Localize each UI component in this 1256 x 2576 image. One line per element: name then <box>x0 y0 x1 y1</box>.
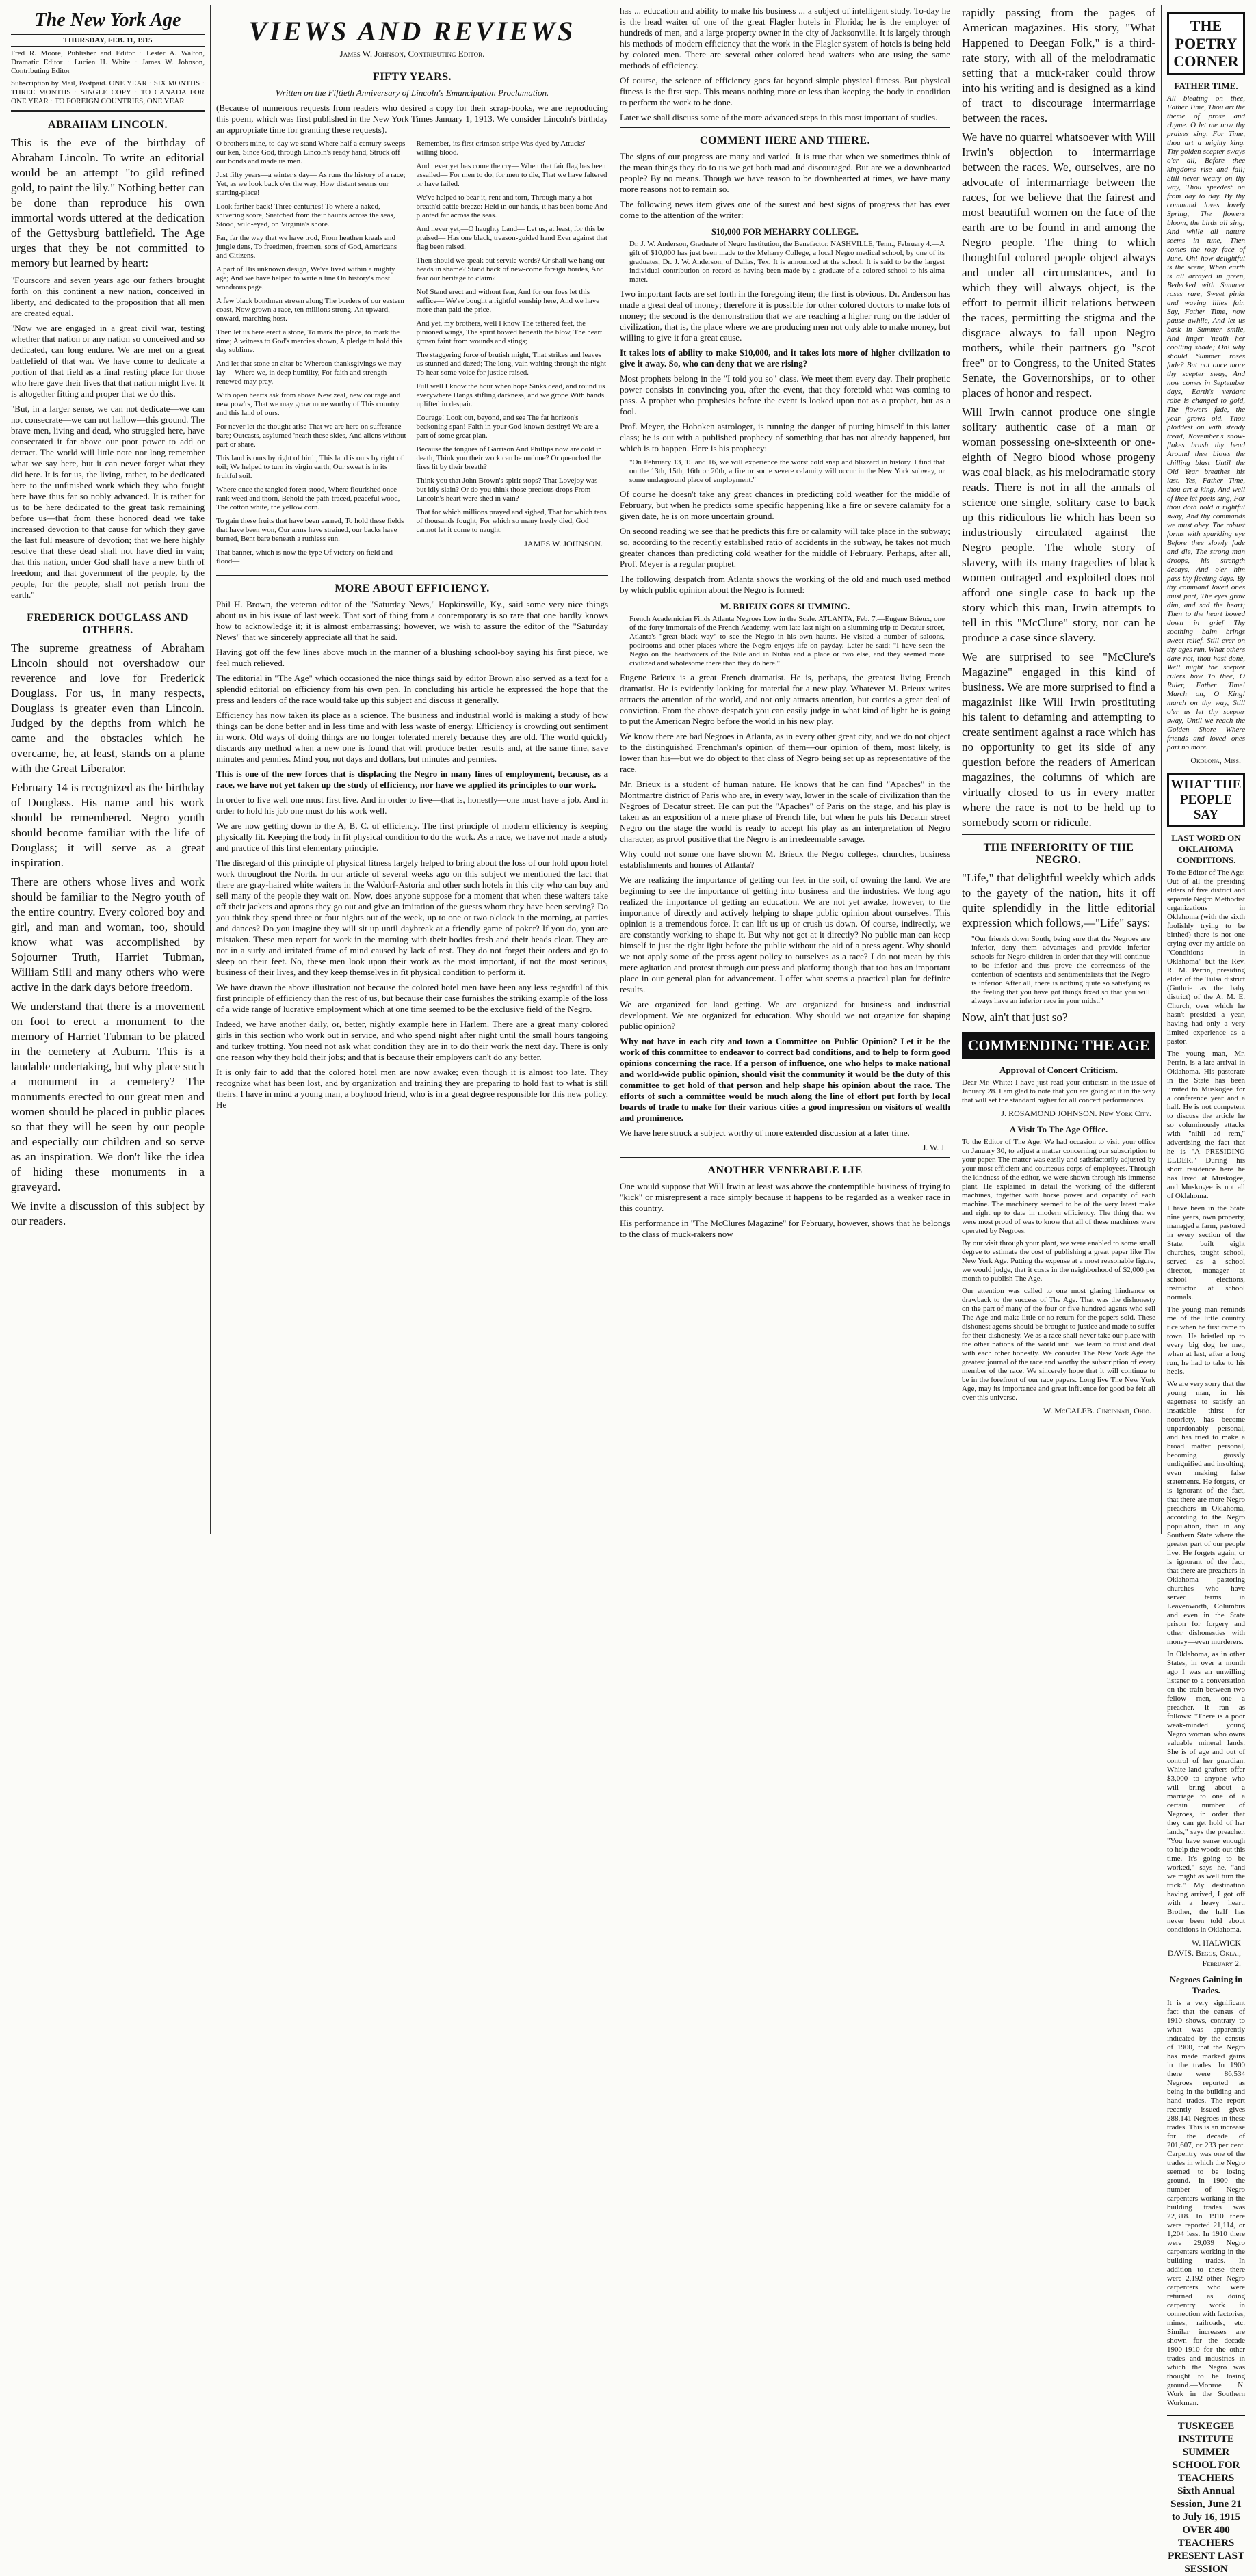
comment-paragraph: We have here struck a subject worthy of more extended discussion at a later time. <box>620 1128 910 1138</box>
efficiency-headline: MORE ABOUT EFFICIENCY. <box>335 583 490 594</box>
poem-stanza: And let that stone an altar be Whereon thanksgivings we may lay— Where we, in deep humility, For faith and strength renewed may pray. <box>216 360 402 386</box>
commend-letter: Dear Mr. White: I have just read your criticism in the issue of January 28. I am glad to note that you are going at it in the way that will set the standard higher for all concert performances. <box>962 1078 1155 1104</box>
masthead-subscription: Subscription by Mail, Postpaid. ONE YEAR · SIX MONTHS · THREE MONTHS · SINGLE COPY · TO CANADA FOR ONE YEAR · TO FOREIGN COUNTRIES, ONE YEAR <box>11 79 205 105</box>
oklahoma-signature: W. HALWICK DAVIS. Beggs, Okla., February 2. <box>1167 1938 1241 1968</box>
douglass-paragraph: We invite a discussion of this subject by our readers. <box>11 1199 205 1227</box>
divider <box>11 110 205 112</box>
poem-stanza: Remember, its first crimson stripe Was dyed by Attucks' willing blood. <box>416 140 586 157</box>
poem-stanza: Look farther back! Three centuries! To where a naked, shivering score, Snatched from their haunts across the seas, Stood, wild-eyed, on Virginia's shore. <box>216 202 395 228</box>
comment-paragraph: The following news item gives one of the surest and best signs of progress that has ever come to the attention of the writer: <box>620 199 950 220</box>
poem-stanza: Think you that John Brown's spirit stops? That Lovejoy was but idly slain? Or do you think those precious drops From Lincoln's heart were shed in vain? <box>416 477 598 503</box>
commend-subhead: A Visit To The Age Office. <box>1009 1124 1108 1134</box>
comment-paragraph: Why not have in each city and town a Committee on Public Opinion? Let it be the work of this committee to endeavor to correct bad conditions, and to help to form good opinions concerning the race. If a person of influence, one who helps to make national and world-wide public opinion, should visit the community it would be the duty of this committee to get hold of that person and help shape his opinion about the race. The efforts of such a committee would be much along the line of effort put forth by local boards of trade to make for their various cities a good impression on visitors of wealth and prominence. <box>620 1036 950 1123</box>
column-4 <box>956 5 1162 1534</box>
column-1 <box>5 5 211 1534</box>
poem-headline: FIFTY YEARS. <box>372 71 452 83</box>
poem-stanza: And yet, my brothers, well I know The tethered feet, the pinioned wings, The spirit bowed beneath the blow, The heart grown faint from wounds and stings; <box>416 319 603 345</box>
poem-stanza: With open hearts ask from above New zeal, new courage and new pow'rs, That we may grow more worthy of This country and this land of ours. <box>216 391 401 417</box>
oklahoma-letter: I have been in the State nine years, own property, managed a farm, pastored in every section of the State, built eight churches, taught school, served as a school director, manager at school elections, instructor at school normals. <box>1167 1204 1245 1301</box>
divider <box>620 1157 950 1158</box>
efficiency-paragraph: This is one of the new forces that is displacing the Negro in many lines of employment, because, as a race, we have not yet taken up the study of efficiency, nor have we applied its principles to our work. <box>216 769 608 790</box>
oklahoma-letter: To the Editor of The Age: Out of all the presiding elders of five district and separate Negro Methodist organizations in Oklahoma (with the sixth foolishly trying to be birthed) there is not one crying over my article on "Conditions in Oklahoma" but the Rev. R. M. Perrin, presiding elder of the Tulsa district (Guthrie as the baby district) of the A. M. E. Church, over which he hasn't presided a year, having had only a very limited experience as a pastor. <box>1167 868 1245 1046</box>
lincoln-headline: ABRAHAM LINCOLN. <box>47 119 168 131</box>
comment-signature: J. W. J. <box>922 1143 946 1152</box>
efficiency-paragraph: We are now getting down to the A, B, C. of efficiency. The first principle of modern efficiency is keeping physically fit. Keeping the body in fit physical condition to do the work. As a race, we have not made a study and practice of this first elementary principle. <box>216 821 608 853</box>
trades-paragraph: It is a very significant fact that the census of 1910 shows, contrary to what was apparently indicated by the census of 1900, that the Negro has made marked gains in the trades. In 1900 there were 86,534 Negroes reported as being in the building and hand trades. The report recently issued gives 288,141 Negroes in these trades. This is an increase for the decade of 201,607, or 233 per cent. Carpentry was one of the trades in which the Negro seemed to be losing ground. In 1900 the number of Negro carpenters working in the building trades was 22,318. In 1910 there were reported 21,114, or 1,204 less. In 1910 there were 29,039 Negro carpenters working in the building trades. In addition to these there were 2,192 other Negro carpenters who were returned as doing carpentry work in connection with factories, mines, railroads, etc. Similar increases are shown for the decade 1900-1910 for the other trades and industries in which the Negro was thought to be losing ground.—Monroe N. Work in the Southern Workman. <box>1167 1999 1245 2407</box>
inferiority-paragraph: Now, ain't that just so? <box>962 1011 1068 1024</box>
poetry-corner-headline: THE POETRY CORNER <box>1167 12 1245 75</box>
poem-stanza: That banner, which is now the type Of victory on field and flood— <box>216 548 393 566</box>
comment-paragraph: Of course he doesn't take any great chances in predicting cold weather for the middle of February, but when he predicts some specific happening like a fire or severe calamity for a given date, he is on more uncertain ground. <box>620 489 950 521</box>
efficiency-paragraph: Indeed, we have another daily, or, better, nightly example here in Harlem. There are a great many colored girls in this section who work out in service, and who spend night after night until the small hours tangoing and turkey trotting. You need not ask what condition they are in to do their work the next day. There is only one reason why they hold their jobs; and that is because their employers can't do any better. <box>216 1019 608 1062</box>
poem-stanza: Courage! Look out, beyond, and see The far horizon's beckoning span! Faith in your God-known destiny! We are a part of some great plan. <box>416 414 599 440</box>
poem-left-column <box>216 140 408 571</box>
poem-subheading: Written on the Fiftieth Anniversary of Lincoln's Emancipation Proclamation. <box>275 88 549 98</box>
comment-paragraph: On second reading we see that he predicts this fire or calamity will take place in the subway; so, according to the recently established ratio of accidents in the subway, he takes not much greater chances than predicting cold weather for the middle of February. Perhaps, after all, Prof. Meyer is a regular prophet. <box>620 526 950 569</box>
douglass-paragraph: We understand that there is a movement on foot to erect a monument to the memory of Harriet Tubman to be placed in the cemetery at Auburn. This is a laudable undertaking, but why place such a monument in a cemetery? The monuments erected to our great men and women should be placed in public places so that they will be seen by our people and especially our children and so serve as an inspiration. We don't like the idea of hiding these monuments in a graveyard. <box>11 1000 205 1193</box>
comment-paragraph: We know there are bad Negroes in Atlanta, as in every other great city, and we do not object to the distinguished Frenchman's opinion of them—our opinion of them, most likely, is lower than his—but we do object to that class of Negro being set up as representative of the race. <box>620 731 950 774</box>
comment-paragraph: We are organized for land getting. We are organized for business and industrial development. We are organized for education. Why should we not organize for shaping public opinion? <box>620 999 950 1031</box>
douglass-headline: FREDERICK DOUGLASS AND OTHERS. <box>27 612 189 636</box>
comment-paragraph: Why could not some one have shown M. Brieux the Negro colleges, churches, business establishments and homes of Atlanta? <box>620 849 950 870</box>
poem-stanza: And never yet has come the cry— When that fair flag has been assailed— For men to do, for men to die, That we have faltered or have failed. <box>416 162 607 188</box>
lie-continued: We are surprised to see "McClure's Magazine" engaged in this kind of business. We are more surprised to find a magazinist like Will Irwin prostituting his talent to defaming and attempting to create sentiment against a race which has no opportunity to get its side of any question before the readers of American magazines, the columns of which are virtually closed to us in every matter where the race is not to be held up to somebody scorn or ridicule. <box>962 650 1155 829</box>
poem-stanza: Then should we speak but servile words? Or shall we hang our heads in shame? Stand back of new-come foreign hordes, And fear our heritage to claim? <box>416 256 605 282</box>
views-reviews-byline: James W. Johnson, Contributing Editor. <box>339 49 485 59</box>
poem-signature: JAMES W. JOHNSON. <box>524 539 603 548</box>
lincoln-paragraph: This is the eve of the birthday of Abraham Lincoln. To write an editorial would be an attempt "to gild refined gold, to paint the lily." Nothing better can be done than reproduce his own immortal words uttered at the dedication of the Gettysburg battlefield. The Age urges that they be not committed to memory but learned by heart: <box>11 136 205 269</box>
meyer-quote: "On February 13, 15 and 16, we will experience the worst cold snap and blizzard in history. I find that on the 13th, 15th, 16th or 20th, a fire or some severe calamity will occur in the New York subway, or some underground place of employment." <box>629 458 945 484</box>
efficiency-paragraph: The editorial in "The Age" which occasioned the nice things said by editor Brown also served as a text for a splendid editorial on efficiency from his own pen. In concluding his article he expressed the hope that the press and leaders of the race would take up this subject and discuss it generally. <box>216 673 608 705</box>
lie-paragraph: His performance in "The McClures Magazine" for February, however, shows that he belongs to the class of muck-rakers now <box>620 1218 950 1239</box>
oklahoma-letter: The young man reminds me of the little country tice when he first came to town. He bristled up to every big dog he met, when at last, after a long run, he had to take to his heels. <box>1167 1305 1245 1376</box>
inferiority-paragraph: "Life," that delightful weekly which adds to the gayety of the nation, hits it off quite splendidly in the little editorial expression which follows,—"Life" says: <box>962 871 1155 929</box>
poem-stanza: That for which millions prayed and sighed, That for which tens of thousands fought, For which so many freely died, God cannot let it come to naught. <box>416 508 607 534</box>
poem-stanza: This land is ours by right of birth, This land is ours by right of toil; We helped to turn its virgin earth, Our sweat is in its fruitful soil. <box>216 454 404 480</box>
lie-continued: rapidly passing from the pages of American magazines. His story, "What Happened to Deegan Folk," is a third-rate story, with all of the melodramatic setting that a muck-raker could throw into his writing and is designed as a kind of tract to discourage intermarriage between the races. <box>962 6 1155 124</box>
comment-paragraph: Eugene Brieux is a great French dramatist. He is, perhaps, the greatest living French dramatist. He is evidently looking for material for a new play. Whatever M. Brieux writes attracts the attention of the world, and not only attracts attention, but carries a great deal of conviction. From the above despatch you can easily judge in what kind of light he is going to put the American Negro before the world in his new play. <box>620 672 950 726</box>
commend-letter: By our visit through your plant, we were enabled to some small degree to estimate the cost of publishing a great paper like The New York Age. Putting the expense at a most reasonable figure, we would judge, that it costs in the neighborhood of $2,000 per month to publish The Age. <box>962 1239 1155 1283</box>
poem-stanza: Far, far the way that we have trod, From heathen kraals and jungle dens, To freedmen, freemen, sons of God, Americans and Citizens. <box>216 234 397 260</box>
oklahoma-headline: LAST WORD ON OKLAHOMA CONDITIONS. <box>1171 833 1241 865</box>
comment-paragraph: Most prophets belong in the "I told you so" class. We meet them every day. Their prophetic power consists in convincing you, after the event, that they foretold what was coming to pass. A prophet who prophesies before the event is looked upon not as a prophet, but as a fool. <box>620 373 950 416</box>
lie-continued: Will Irwin cannot produce one single solitary authentic case of a man or woman possessing one-sixteenth or one-eighth of Negro blood whose progeny was coal black, as his melodramatic story reads. There is not in all the annals of science one single, solitary case to back up this ridiculous lie which has been so industriously circulated against the Negro people. The whole story of slavery, with its many tragedies of black women outraged and exploited does not afford one single case to back up the story which this man, Irwin attempts to tell in this "McClure" story, nor can he produce a case since slavery. <box>962 406 1155 644</box>
column-2 <box>211 5 614 1534</box>
divider <box>620 127 950 128</box>
poem-stanza: Where once the tangled forest stood, Where flourished once rank weed and thorn, Behold the path-traced, peaceful wood, The cotton white, the yellow corn. <box>216 486 400 512</box>
efficiency-paragraph: In order to live well one must first live. And in order to live—that is, honestly—one must have a job. And in order to hold his job one must do his work well. <box>216 795 608 816</box>
comment-paragraph: Mr. Brieux is a student of human nature. He knows that he can find "Apaches" in the Montmartre district of Paris who are, in every way, lower in the scale of civilization than the Negroes of Decatur street. He can put the "Apaches" of Paris on the stage, and his play is taken as an exposition of a mere phase of French life, but when he puts his Decatur street Negro on the stage the world is ready to accept his play as an interpretation of Negro character, as proof positive that the Negro is an irredeemable savage. <box>620 779 950 844</box>
trades-headline: Negroes Gaining in Trades. <box>1169 1974 1243 1995</box>
efficiency-continued: Of course, the science of efficiency goes far beyond simple physical fitness. But physical fitness is the first step. This means nothing more or less than keeping the body in condition to perform the work to be done. <box>620 75 950 107</box>
poem-stanza: O brothers mine, to-day we stand Where half a century sweeps our ken, Since God, through Lincoln's ready hand, Struck off our bonds and made us men. <box>216 140 406 165</box>
father-time-poem: All bleating on thee, Father Time, Thou art the theme of prose and rhyme. O let me now thy praises sing, For Time, thou art a mighty king. Thy golden scepter sways o'er all, Before thee kingdoms rise and fall; Still never weary on thy way, Thou speedest on from day to day. By thy command loves lovely Spring, The flowers bloom, the birds all sing; And while all nature seems in tune, Then comes the rosy face of June. Oh! how delightful is the scene, When earth is all arrayed in green, Bedecked with Summer roses rare, Sweet pinks and waving lilies fair. Say, Father Time, now pause awhile, And let us bask in Summer smile, And linger 'neath her coolling shade; Oh! why should Summer roses fade? But not once more thy scepter sway, And now comes in September days, Earth's verdant robe is changed to gold, The flowers fade, the year grows old. Thou ploddest on with steady tread, November's snow-flakes brush thy head Around thee blows the chilling blast Until the Old Year breathes his last. Yes, Father Time, thou art a king, And well of thee let poets sing, For thou doth hold a rightful sway, And thy commands we must obey. The robust forms with sparkling eye Before thee slowly fade and die, The strong man droops, his strength decays, And o'er him pass thy fleeting days. By thy command loved ones must part, The eyes grow dim, and sad the heart; Then to the heart bowed down in grief Thy soothing balm brings sweet relief. Still ever on thy ages run, What others dare not, thou hast done, Well might the scepter rulers bow To thee, O Ruler, Father Time! March on, O King! march on thy way, Still o'er us let thy scepter sway, Until we reach the Golden Shore Where friends and loved ones part no more. <box>1167 94 1245 752</box>
meharry-quote: Dr. J. W. Anderson, Graduate of Negro Institution, the Benefactor. NASHVILLE, Tenn., February 4.—A gift of $10,000 has just been made to the Meharry College, a local Negro medical school, by one of its graduates, Dr. J. W. Anderson, of Dallas, Tex. It is announced at the school. It is said to be the largest individual contribution on record as having been made by a graduate of a colored school to his alma mater. <box>629 240 945 284</box>
gettysburg-paragraph: "Now we are engaged in a great civil war, testing whether that nation or any nation so conceived and so dedicated, can long endure. We are met on a great battlefield of that war. We have come to dedicate a portion of that field as a final resting place for those who here gave their lives that that nation might live. It is altogether fitting and proper that we do this. <box>11 323 205 399</box>
poem-stanza: And never yet,—O haughty Land— Let us, at least, for this be praised— Has one black, treason-guided hand Ever against that flag been raised. <box>416 225 607 251</box>
brieux-headline: M. BRIEUX GOES SLUMMING. <box>720 601 850 611</box>
poem-stanza: A part of His unknown design, We've lived within a mighty age; And we have helped to write a line On history's most wondrous page. <box>216 265 395 291</box>
efficiency-paragraph: Having got off the few lines above much in the manner of a blushing school-boy saying his first piece, we feel much relieved. <box>216 647 608 668</box>
commend-letter: To the Editor of The Age: We had occasion to visit your office on January 30, to adjust a matter concerning our subscription to your paper. The matter was easily and satisfactorily adjusted by your most efficient and courteous corps of employees. Through the kindness of the editor, we were shown through his immense plant. He explained in detail the working of the different machines, together with horse power and capacity of each machine. The machinery seemed to be of the very latest make and right up to date in modern efficiency. The thing that we were most proud of was to know that all of these machines were operated by Negroes. <box>962 1138 1155 1235</box>
commend-signature: W. McCALEB. Cincinnati, Ohio. <box>1043 1406 1151 1416</box>
views-reviews-title: VIEWS AND REVIEWS <box>248 16 576 47</box>
poem-signature: Okolona, Miss. <box>1190 756 1241 765</box>
poem-stanza: To gain these fruits that have been earned, To hold these fields that have been won, Our arms have strained, our backs have burned, Bent bare beneath a ruthless sun. <box>216 517 404 543</box>
douglass-paragraph: The supreme greatness of Abraham Lincoln should not overshadow our reverence and love for Frederick Douglass. For us, in many respects, Douglass is greater even than Lincoln. Judged by the depths from which he came and the obstacles which he overcame, he, at least, stands on a plane with the Great Liberator. <box>11 641 205 775</box>
poem-stanza: Then let us here erect a stone, To mark the place, to mark the time; A witness to God's mercies shown, A pledge to hold this day sublime. <box>216 328 403 354</box>
poem-stanza: The staggering force of brutish might, That strikes and leaves us stunned and dazed; The long, vain waiting through the night To hear some voice for justice raised. <box>416 351 606 377</box>
poem-stanza: For never let the thought arise That we are here on sufferance bare; Outcasts, asylumed 'neath these skies, And aliens without part or share. <box>216 423 406 449</box>
efficiency-paragraph: It is only fair to add that the colored hotel men are now awake; even though it is almost too late. They recognize what has been lost, and by organization and training they are preparing to hold fast to what is still theirs. I have in mind a young man, a boyhood friend, who is in a great degree responsible for this new policy. He <box>216 1067 608 1110</box>
poem-stanza: No! Stand erect and without fear, And for our foes let this suffice— We've bought a rightful sonship here, And we have more than paid the price. <box>416 288 600 314</box>
efficiency-paragraph: We have drawn the above illustration not because the colored hotel men have been any less regardful of this first principle of efficiency than the rest of us, but because their case furnishes the striking example of the loss of a wide range of lucrative employment which at one time seemed to be the exclusive field of the Negro. <box>216 982 608 1014</box>
column-5 <box>1162 5 1251 2575</box>
comment-paragraph: It takes lots of ability to make $10,000, and it takes lots more of higher civilization to give it away. So, who can deny that we are rising? <box>620 347 950 369</box>
comment-paragraph: The following despatch from Atlanta shows the working of the old and much used method by which public opinion about the Negro is formed: <box>620 574 950 595</box>
efficiency-paragraph: Phil H. Brown, the veteran editor of the "Saturday News," Hopkinsville, Ky., said some very nice things about us in his issue of last week. That sort of thing from a contemporary is so rare that one hardly knows how to acknowledge it; it is almost embarrassing; however, we wish to assure the editor of the "Saturday News" that we sincerely appreciate all that he said. <box>216 599 608 642</box>
meharry-headline: $10,000 FOR MEHARRY COLLEGE. <box>711 226 859 237</box>
lie-paragraph: One would suppose that Will Irwin at least was above the contemptible business of trying to "kick" or misrepresent a race simply because it happens to be regarded as a weaker race in this country. <box>620 1181 950 1213</box>
efficiency-continued: Later we shall discuss some of the more advanced steps in this most important of studies. <box>620 112 938 122</box>
oklahoma-letter: We are very sorry that the young man, in his eagerness to satisfy an insatiable thirst for notoriety, has become unpardonably personal, and has tried to make a broad matter personal, becoming grossly undignified and insulting, even making false statements. He forgets, or is ignorant of the fact, that there are more Negro preachers in Oklahoma, according to the Negro population, than in any Southern State where the greater part of our people live. He forgets again, or is ignorant of the fact, that there are preachers in Oklahoma pastoring churches who have served terms in Leavenworth, Columbus and even in the State prison for forgery and other dishonesties with money—even murderers. <box>1167 1380 1245 1646</box>
oklahoma-letter: In Oklahoma, as in other States, in over a month ago I was an unwilling listener to a conversation on the train between two fellow men, one a preacher. It ran as follows: "There is a poor weak-minded young Negro woman who owns valuable mineral lands. She is of age and out of control of her guardian. White land grafters offer $3,000 to anyone who will bring about a marriage to one of a certain number of Negroes, in order that they can get hold of her lands," says the preacher. "You have sense enough to help the woods out this time. It's going to be worked," says he, "and we might as well turn the trick." My destination having arrived, I got off with a heavy heart. Brother, the half has never been told about conditions in Oklahoma. <box>1167 1650 1245 1934</box>
masthead-title: The New York Age <box>34 10 181 31</box>
comment-headline: COMMENT HERE AND THERE. <box>699 135 871 146</box>
people-say-headline: WHAT THE PEOPLE SAY <box>1167 773 1245 827</box>
comment-paragraph: We are realizing the importance of getting our feet in the soil, of owning the land. We are beginning to see the importance of getting into business and the industries. We long ago realized the importance of getting an education. We are not yet awake, however, to the importance of directly and actively helping to shape public opinion about ourselves. This opinion is a tremendous force. It can lift us up or crush us down. Of course, indirectly, we are constantly working to shape it. But why not get at it directly? No public man can keep himself in just the right light before the public without the aid of a press agent. Why should we not apply some of the press agent policy to ourselves as a race? I do not mean by this mere agitation and protest through our press and platform; though that too has an important place in our general plan for advancement. I offer what seems a practical plan for definite results. <box>620 875 950 994</box>
douglass-paragraph: There are others whose lives and work should be familiar to the Negro youth of the entire country. Every colored boy and girl, and man and woman, too, should know what was accomplished by Sojourner Truth, Harriet Tubman, William Still and many others who were active in the dark days before freedom. <box>11 875 205 994</box>
venerable-lie-headline: ANOTHER VENERABLE LIE <box>707 1165 863 1176</box>
divider <box>962 834 1155 835</box>
comment-paragraph: The signs of our progress are many and varied. It is true that when we sometimes think of the mean things they do to us we get both mad and discouraged. But are we a downhearted people? By no means. Though we have reason to be downhearted at times, we have many more reasons not to remain so. <box>620 151 950 194</box>
column-3 <box>614 5 956 1534</box>
poem-body <box>216 140 608 571</box>
masthead-staff: Fred R. Moore, Publisher and Editor · Lester A. Walton, Dramatic Editor · Lucien H. White · James W. Johnson, Contributing Editor <box>11 49 205 75</box>
efficiency-paragraph: The disregard of this principle of physical fitness largely helped to bring about the loss of our hold upon hotel work throughout the North. In our article of several weeks ago on this subject we mentioned the fact that there are gray-haired white waiters in the Waldorf-Astoria and other such hotels in this city who can buy and sell many of the people they wait on. Now, does anyone suppose for a moment that when these waiters take off their jackets and aprons they go out and give an imitation of the guests whom they have been serving? Do you think they spend three or four nights out of the week, up to one or two o'clock in the morning, at parties and dances? Do you imagine they will sit up until daybreak at a friendly game of poker? If you do, you are mistaken. These men report for work in the morning with their bodies fresh and their heads clear. They are not in a surly and irritated frame of mind caused by lack of rest. They do not forget their orders and go to sleep on their feet. No, these men look upon their work as the most important, if not the most serious, business of their lives, and they keep themselves in fit physical condition to perform it. <box>216 858 608 977</box>
inferiority-headline: THE INFERIORITY OF THE NEGRO. <box>983 842 1134 866</box>
gettysburg-paragraph: "But, in a larger sense, we can not dedicate—we can not consecrate—we can not hallow—this ground. The brave men, living and dead, who struggled here, have consecrated it far above our poor power to add or detract. The world will little note nor long remember what we say here, but it can never forget what they did here. It is for us, the living, rather, to be dedicated here to the unfinished work which they who fought here have thus far so nobly advanced. It is rather for us to be here dedicated to the great task remaining before us—that from these honored dead we take increased devotion to that cause for which they gave the last full measure of devotion; that we here highly resolve that these dead shall not have died in vain; that this nation, under God shall have a new birth of freedom; and that government of the people, by the people, for the people, shall not perish from the earth." <box>11 403 205 600</box>
poem-stanza: Just fifty years—a winter's day— As runs the history of a race; Yet, as we look back o'er the way, How distant seems our starting-place! <box>216 171 406 197</box>
tuskegee-advertisement: TUSKEGEE INSTITUTE SUMMER SCHOOL FOR TEACHERS Sixth Annual Session, June 21 to July 16, 1915 OVER 400 TEACHERS PRESENT LAST SESSION <box>1167 2415 1245 2576</box>
commending-age-headline: COMMENDING THE AGE <box>962 1032 1155 1059</box>
poem-stanza: Full well I know the hour when hope Sinks dead, and round us everywhere Hangs stifling darkness, and we grope With hands uplifted in despair. <box>416 382 605 408</box>
poem-right-column <box>417 140 609 571</box>
brieux-quote: French Academician Finds Atlanta Negroes Low in the Scale. ATLANTA, Feb. 7.—Eugene Brieux, one of the forty immortals of the French Academy, went late last night on a slumming trip to Decatur street, Atlanta's "great black way" to see the Negro in his own haunts. He visited a number of saloons, poolrooms and other places where the Negro enjoys life on payday. Later he said: "I have seen the Negro on the headwaters of the Nile and in Nubia and a place or two else, and they seemed more civilized and wholesome there than they do here." <box>629 615 945 667</box>
poem-intro: (Because of numerous requests from readers who desired a copy for their scrap-books, we are reproducing this poem, which was first published in the New York Times January 1, 1913. We consider Lincoln's birthday an appropriate time for granting these requests). <box>216 103 608 135</box>
comment-paragraph: Two important facts are set forth in the foregoing item; the first is obvious, Dr. Anderson has made a great deal of money; therefore it is possible for other colored doctors to make lots of money; the second is the demonstration that we are reaching a higher rung on the ladder of civilization, that is, the place where we are producing men not only able to make money, but willing to give it for a great cause. <box>620 289 950 343</box>
poem-stanza: A few black bondmen strewn along The borders of our eastern coast, Now grown a race, ten millions strong, An upward, onward, marching host. <box>216 297 404 323</box>
poem-stanza: We've helped to bear it, rent and torn, Through many a hot-breath'd battle breeze: Held in our hands, it has been borne And planted far across the seas. <box>416 194 607 220</box>
lie-continued: We have no quarrel whatsoever with Will Irwin's objection to intermarriage between the races. We, ourselves, are no advocate of intermarriage between the races, for we believe that the fairest and most beautiful women on the face of the earth are to be found in and among the Negro people. The thing to which thoughtful colored people object always and under all circumstances, and to which they will always object, is the effort to permit illicit relations between the races, permitting the stigma and the disgrace always to fall upon Negro mothers, while their partners go "scot free" or to Congress, to the United States Senate, the Governorships, or to other places of honor and respect. <box>962 131 1155 399</box>
comment-paragraph: Prof. Meyer, the Hoboken astrologer, is running the danger of putting himself in this latter class; he is out with a published prophecy of something that has not already happened, but which is to happen. Here is his prophecy: <box>620 421 950 453</box>
commend-letter: Our attention was called to one most glaring hindrance or drawback to the success of The Age. That was the dishonesty on the part of many of the four or five hundred agents who sell The Age and make little or no return for the papers sold. These dishonest agents should be brought to justice and made to suffer for their dishonesty. We as a race shall never take our place with the other nations of the world until we learn to trust and deal with each other honestly. We consider The New York Age the greatest journal of the race and worthy the subscription of every member of the race. We sincerely hope that it will continue to be in the forefront of our race papers. Long live The New York Age, may its importance and great influence for good be felt all over this universe. <box>962 1287 1155 1402</box>
poem-stanza: Because the tongues of Garrison And Phillips now are cold in death, Think you their work can be undone? Or quenched the fires lit by their breath? <box>416 445 602 471</box>
efficiency-continued: has ... education and ability to make his business ... a subject of intelligent study. To-day he is the head waiter of one of the great Flagler hotels in Florida; he is the employer of hundreds of men, and a large property owner in the city of Jacksonville. It is largely through his methods of modern efficiency that the work in the Flagler system of hotels is being held by colored men. There are several other colored head waiters who are using the same methods of efficiency. <box>620 5 950 70</box>
father-time-title: FATHER TIME. <box>1174 81 1238 91</box>
commend-subhead: Approval of Concert Criticism. <box>999 1065 1118 1075</box>
masthead-date: THURSDAY, FEB. 11, 1915 <box>11 34 205 47</box>
inferiority-quote: "Our friends down South, being sure that the Negroes are inferior, deny them advantages and provide inferior schools for Negro children in order that they will continue to be inferior and thus prove the correctness of the contention of scientists and sentimentalists that the Negro is inferior. After all, there is nothing quite so satisfying as the feeling that you have got things fixed so that you will always have an inferior race in your midst." <box>971 935 1150 1005</box>
efficiency-paragraph: Efficiency has now taken its place as a science. The business and industrial world is making a study of how things can be done better and in less time and with less waste of energy. Efficiency is crowding out sentiment in work. Old ways of doing things are no longer tolerated merely because they are old. The world quickly discards any method when a new one is found that will produce better results and, at the same time, save minutes and pennies. Mind you, not days and dollars, but minutes and pennies. <box>216 710 608 764</box>
douglass-paragraph: February 14 is recognized as the birthday of Douglass. His name and his work should be remembered. Negro youth should become familiar with the life of Douglass; it will serve as a great inspiration. <box>11 781 205 869</box>
gettysburg-paragraph: "Fourscore and seven years ago our fathers brought forth on this continent a new nation, conceived in liberty, and dedicated to the proposition that all men are created equal. <box>11 275 205 318</box>
divider <box>216 575 608 576</box>
oklahoma-letter: The young man, Mr. Perrin, is a late arrival in Oklahoma. His pastorate in the State has been limited to Muskogee for a conference year and a half. He is not competent to discuss the article he so voluminously attacks with "nihil ad rem," advertising the fact that he is "A PRESIDING ELDER." During his short residence here he has lived at Muskogee, and Muskogee is not all of Oklahoma. <box>1167 1050 1245 1200</box>
newspaper-page <box>5 5 1251 2575</box>
commend-signature: J. ROSAMOND JOHNSON. New York City. <box>1001 1108 1151 1118</box>
